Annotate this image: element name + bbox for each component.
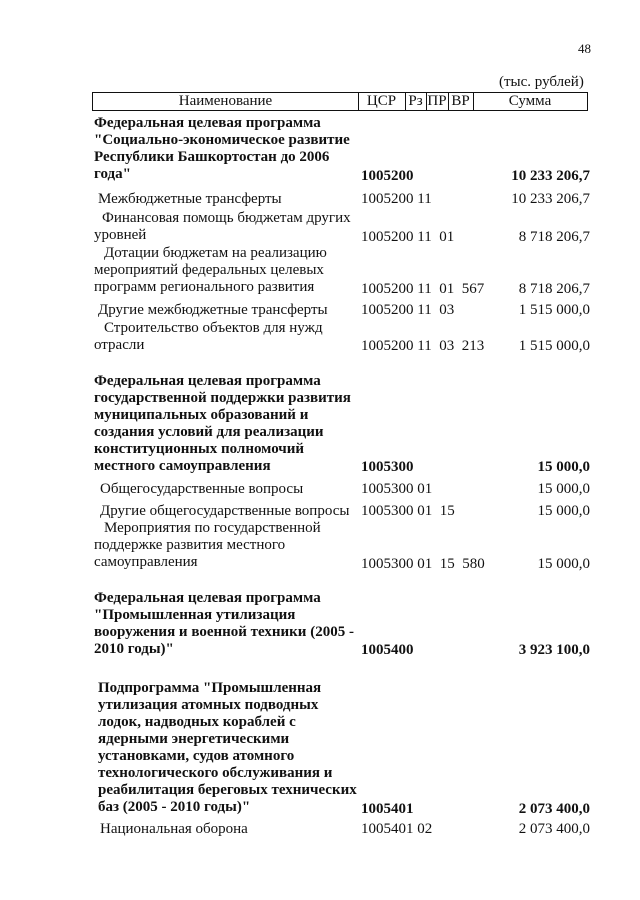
row-sum: 8 718 206,7 [518,229,590,245]
row-name: Другие межбюджетные трансферты [98,302,328,318]
table-row [94,245,590,299]
table-row [94,302,590,320]
row-code: 1005401 02 [361,821,433,837]
row-sum: 1 515 000,0 [518,302,590,318]
table-row [94,520,590,574]
row-sum: 15 000,0 [537,481,590,497]
table-row [94,210,590,246]
table-row [94,373,590,477]
header-pr: ПР [426,93,449,110]
row-code: 1005200 11 01 567 [361,281,485,297]
row-sum: 15 000,0 [537,556,590,572]
row-code: 1005300 01 [361,481,433,497]
row-name: Другие общегосударственные вопросы [100,503,350,519]
row-code: 1005300 [361,459,414,475]
table-row [94,590,590,662]
header-rz: Рз [405,93,427,110]
row-name: Федеральная целевая программа "Социально-экономическое развитие Республики Башкортостан до 2006 года" [94,115,350,182]
row-sum: 8 718 206,7 [518,281,590,297]
table-row [94,821,590,839]
row-code: 1005200 [361,168,414,184]
row-code: 1005300 01 15 580 [361,556,485,572]
row-name: Подпрограмма "Промышленная утилизация атомных подводных лодок, надводных кораблей с ядерными энергетическими установками, судов атомного технологического обслуживания и реабилитация береговых технических баз (2005 - 2010 годы)" [98,680,357,815]
row-code: 1005200 11 03 [361,302,455,318]
header-vr: ВР [448,93,474,110]
table-header [92,92,588,111]
row-name: Финансовая помощь бюджетам других уровней [94,210,351,243]
table-row [94,191,590,209]
row-sum: 2 073 400,0 [518,801,590,817]
units-label: (тыс. рублей) [499,74,584,90]
row-name: Общегосударственные вопросы [100,481,304,497]
row-code: 1005300 01 15 [361,503,455,519]
row-code: 1005200 11 [361,191,432,207]
table-row [94,115,590,187]
row-sum: 1 515 000,0 [518,338,590,354]
row-name: Дотации бюджетам на реализацию мероприятий федеральных целевых программ регионального развития [94,245,327,295]
row-sum: 15 000,0 [537,459,590,475]
table-row [94,680,590,820]
row-sum: 3 923 100,0 [518,642,590,658]
row-code: 1005200 11 01 [361,229,455,245]
table-row [94,503,590,521]
row-sum: 10 233 206,7 [511,191,590,207]
row-code: 1005200 11 03 213 [361,338,485,354]
row-name: Национальная оборона [100,821,248,837]
row-sum: 10 233 206,7 [511,168,590,184]
row-name: Строительство объектов для нужд отрасли [94,320,323,353]
header-csr: ЦСР [358,93,406,110]
table-row [94,481,590,499]
page-number: 48 [578,41,591,56]
header-name: Наименование [93,93,359,110]
table-row [94,320,590,356]
row-name: Межбюджетные трансферты [98,191,282,207]
row-name: Федеральная целевая программа государственной поддержки развития муниципальных образований и создания условий для реализации конституционных полномочий местного самоуправления [94,373,351,474]
row-sum: 2 073 400,0 [518,821,590,837]
row-name: Мероприятия по государственной поддержке развития местного самоуправления [94,520,321,570]
header-sum: Сумма [508,93,552,109]
row-sum: 15 000,0 [537,503,590,519]
row-code: 1005401 [361,801,414,817]
row-code: 1005400 [361,642,414,658]
row-name: Федеральная целевая программа "Промышленная утилизация вооружения и военной техники (2005 - 2010 годы)" [94,590,354,657]
